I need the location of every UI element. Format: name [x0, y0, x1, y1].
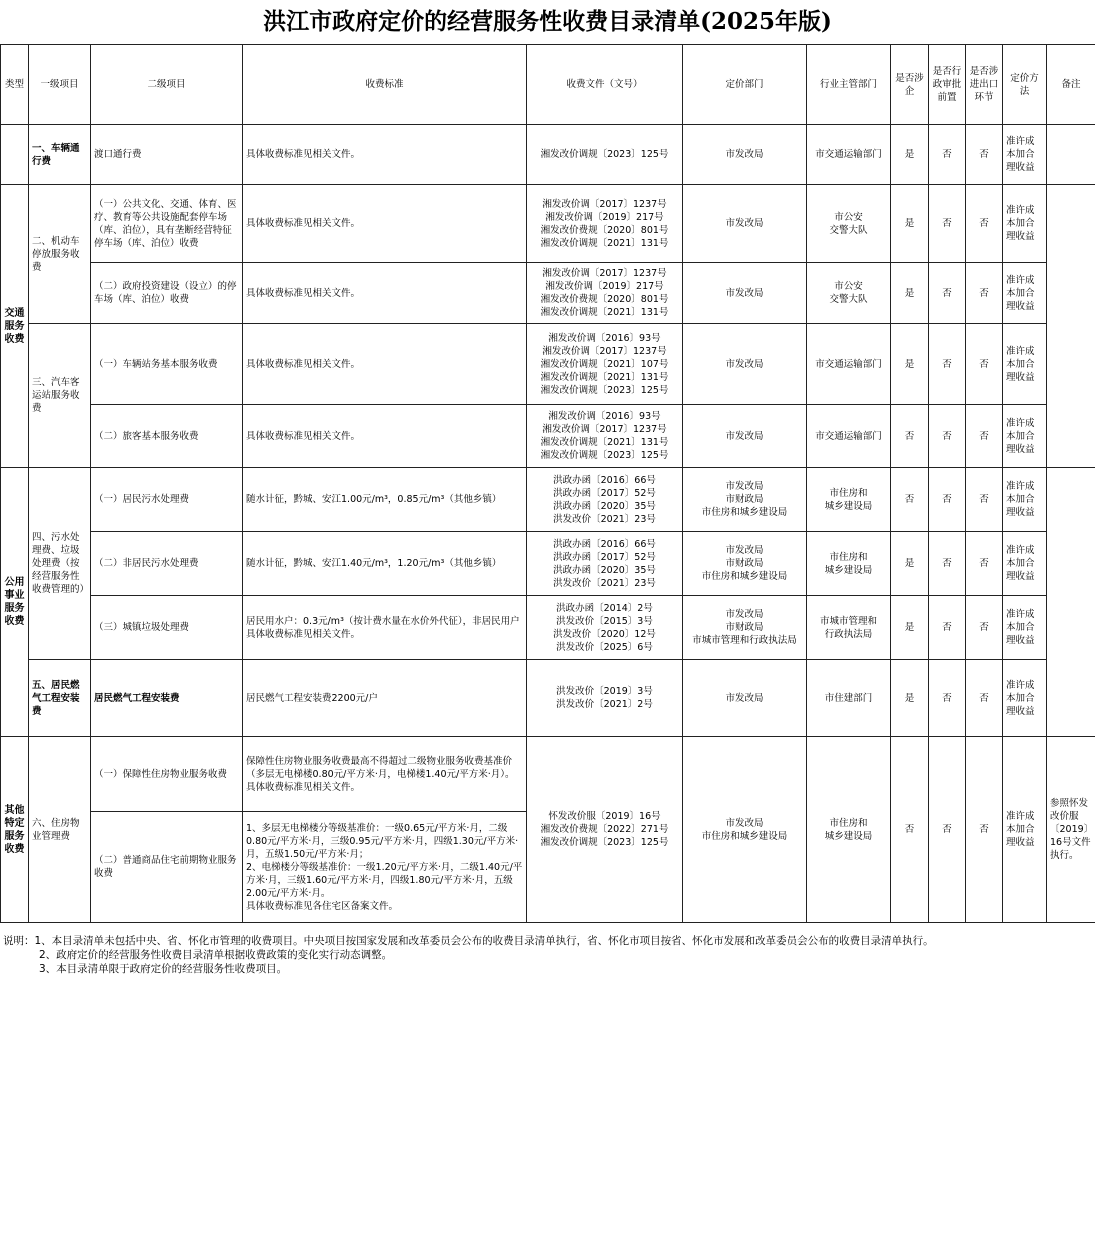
standard-cell: 随水计征，黔城、安江1.00元/m³，0.85元/m³（其他乡镇）: [243, 468, 527, 532]
header-standard: 收费标准: [243, 45, 527, 125]
approval-cell: 否: [929, 324, 966, 405]
remark-cell: [1047, 468, 1095, 737]
enterprise-cell: 是: [891, 125, 929, 185]
method-cell: 准许成本加合理收益: [1003, 263, 1047, 324]
method-cell: 准许成本加合理收益: [1003, 125, 1047, 185]
method-cell: 准许成本加合理收益: [1003, 532, 1047, 596]
enterprise-cell: 是: [891, 660, 929, 737]
level1-cell: 五、居民燃气工程安装费: [29, 660, 91, 737]
header-level1: 一级项目: [29, 45, 91, 125]
standard-cell: 1、多层无电梯楼分等级基准价：一级0.65元/平方米·月，二级0.80元/平方米·月，三级0.95元/平方米·月，四级1.30元/平方米·月，五级1.50元/平方米·月； 2、电梯楼分等级基准价：一级1.20元/平方米·月，二级1.40元/平方米·月，三级1.60元/平方米·月，四级1.80元/平方米·月，五级2.00元/平方米·月。 具体收费标准见各住宅区备案文件。: [243, 812, 527, 923]
level2-cell: 渡口通行费: [91, 125, 243, 185]
header-industry: 行业主管部门: [807, 45, 891, 125]
port-cell: 否: [966, 185, 1003, 263]
industry-cell: 市住房和 城乡建设局: [807, 737, 891, 923]
enterprise-cell: 否: [891, 468, 929, 532]
document-cell: 洪政办函〔2016〕66号 洪政办函〔2017〕52号 洪政办函〔2020〕35号 洪发改价〔2021〕23号: [527, 532, 683, 596]
dept-cell: 市发改局: [683, 660, 807, 737]
level2-cell: （二）旅客基本服务收费: [91, 405, 243, 468]
table-row: [1, 125, 1095, 185]
table-row: [1, 185, 1095, 263]
port-cell: 否: [966, 263, 1003, 324]
enterprise-cell: 是: [891, 263, 929, 324]
method-cell: 准许成本加合理收益: [1003, 660, 1047, 737]
standard-cell: 居民燃气工程安装费2200元/户: [243, 660, 527, 737]
dept-cell: 市发改局 市财政局 市住房和城乡建设局: [683, 532, 807, 596]
approval-cell: 否: [929, 660, 966, 737]
approval-cell: 否: [929, 468, 966, 532]
method-cell: 准许成本加合理收益: [1003, 596, 1047, 660]
document-cell: 怀发改价服〔2019〕16号 湘发改价费规〔2022〕271号 湘发改价调规〔2023〕125号: [527, 737, 683, 923]
port-cell: 否: [966, 405, 1003, 468]
level2-cell: （一）车辆站务基本服务收费: [91, 324, 243, 405]
port-cell: 否: [966, 660, 1003, 737]
note-3: 3、本目录清单限于政府定价的经营服务性收费项目。: [39, 963, 288, 975]
standard-cell: 具体收费标准见相关文件。: [243, 185, 527, 263]
port-cell: 否: [966, 468, 1003, 532]
enterprise-cell: 否: [891, 737, 929, 923]
document-cell: 湘发改价调规〔2023〕125号: [527, 125, 683, 185]
dept-cell: 市发改局: [683, 263, 807, 324]
standard-cell: 随水计征，黔城、安江1.40元/m³，1.20元/m³（其他乡镇）: [243, 532, 527, 596]
level1-cell: 六、住房物业管理费: [29, 737, 91, 923]
enterprise-cell: 是: [891, 532, 929, 596]
category-utility: 公用事业服务收费: [1, 468, 29, 737]
enterprise-cell: 是: [891, 185, 929, 263]
document-cell: 湘发改价调〔2017〕1237号 湘发改价调〔2019〕217号 湘发改价费规〔2020〕801号 湘发改价调规〔2021〕131号: [527, 185, 683, 263]
dept-cell: 市发改局: [683, 125, 807, 185]
document-cell: 湘发改价调〔2017〕1237号 湘发改价调〔2019〕217号 湘发改价费规〔2020〕801号 湘发改价调规〔2021〕131号: [527, 263, 683, 324]
industry-cell: 市交通运输部门: [807, 125, 891, 185]
enterprise-cell: 是: [891, 324, 929, 405]
level2-cell: （一）公共文化、交通、体育、医疗、教育等公共设施配套停车场（库、泊位），具有垄断经营特征停车场（库、泊位）收费: [91, 185, 243, 263]
document-cell: 湘发改价调〔2016〕93号 湘发改价调〔2017〕1237号 湘发改价调规〔2021〕131号 湘发改价调规〔2023〕125号: [527, 405, 683, 468]
level2-cell: （二）政府投资建设（设立）的停车场（库、泊位）收费: [91, 263, 243, 324]
header-approval: 是否行政审批前置: [929, 45, 966, 125]
industry-cell: 市住房和 城乡建设局: [807, 468, 891, 532]
industry-cell: 市城市管理和 行政执法局: [807, 596, 891, 660]
header-enterprise: 是否涉企: [891, 45, 929, 125]
remark-cell: 参照怀发改价服〔2019〕16号文件执行。: [1047, 737, 1095, 923]
port-cell: 否: [966, 324, 1003, 405]
table-row: [1, 405, 1095, 468]
method-cell: 准许成本加合理收益: [1003, 405, 1047, 468]
level1-cell: 一、车辆通行费: [29, 125, 91, 185]
category-transport: 交通服务收费: [1, 185, 29, 468]
table-row: [1, 660, 1095, 737]
header-remark: 备注: [1047, 45, 1095, 125]
document-cell: 洪政办函〔2016〕66号 洪政办函〔2017〕52号 洪政办函〔2020〕35号 洪发改价〔2021〕23号: [527, 468, 683, 532]
approval-cell: 否: [929, 263, 966, 324]
header-method: 定价方法: [1003, 45, 1047, 125]
approval-cell: 否: [929, 532, 966, 596]
standard-cell: 具体收费标准见相关文件。: [243, 324, 527, 405]
industry-cell: 市住建部门: [807, 660, 891, 737]
table-row: [1, 263, 1095, 324]
table-row: [1, 596, 1095, 660]
note-1: 说明：1、本目录清单未包括中央、省、怀化市管理的收费项目。中央项目按国家发展和改革委员会公布的收费目录清单执行，省、怀化市项目按省、怀化市发展和改革委员会公布的收费目录清单执行。: [3, 935, 934, 947]
notes-section: [3, 934, 1093, 976]
industry-cell: 市公安 交警大队: [807, 263, 891, 324]
level2-cell: （三）城镇垃圾处理费: [91, 596, 243, 660]
document-cell: 洪政办函〔2014〕2号 洪发改价〔2015〕3号 洪发改价〔2020〕12号 洪发改价〔2025〕6号: [527, 596, 683, 660]
level2-cell: （二）普通商品住宅前期物业服务收费: [91, 812, 243, 923]
table-header-row: [1, 45, 1095, 125]
level2-cell: （一）保障性住房物业服务收费: [91, 737, 243, 812]
method-cell: 准许成本加合理收益: [1003, 468, 1047, 532]
fee-catalog-table: [0, 44, 1095, 923]
remark-cell: [1047, 185, 1095, 468]
method-cell: 准许成本加合理收益: [1003, 185, 1047, 263]
approval-cell: 否: [929, 737, 966, 923]
dept-cell: 市发改局: [683, 185, 807, 263]
dept-cell: 市发改局 市财政局 市住房和城乡建设局: [683, 468, 807, 532]
document-cell: 湘发改价调〔2016〕93号 湘发改价调〔2017〕1237号 湘发改价调规〔2021〕107号 湘发改价调规〔2021〕131号 湘发改价调规〔2023〕125号: [527, 324, 683, 405]
enterprise-cell: 是: [891, 596, 929, 660]
header-port: 是否涉进出口环节: [966, 45, 1003, 125]
level2-cell: （二）非居民污水处理费: [91, 532, 243, 596]
table-row: [1, 324, 1095, 405]
method-cell: 准许成本加合理收益: [1003, 324, 1047, 405]
dept-cell: 市发改局 市财政局 市城市管理和行政执法局: [683, 596, 807, 660]
type-cell-empty: [1, 125, 29, 185]
standard-cell: 居民用水户：0.3元/m³（按计费水量在水价外代征），非居民用户具体收费标准见相关文件。: [243, 596, 527, 660]
level1-cell: 四、污水处理费、垃圾处理费（按经营服务性收费管理的）: [29, 468, 91, 660]
industry-cell: 市交通运输部门: [807, 324, 891, 405]
level1-cell: 二、机动车停放服务收费: [29, 185, 91, 324]
dept-cell: 市发改局: [683, 324, 807, 405]
table-row: [1, 532, 1095, 596]
port-cell: 否: [966, 125, 1003, 185]
standard-cell: 保障性住房物业服务收费最高不得超过二级物业服务收费基准价（多层无电梯楼0.80元/平方米·月，电梯楼1.40元/平方米·月）。具体收费标准见相关文件。: [243, 737, 527, 812]
approval-cell: 否: [929, 185, 966, 263]
document-cell: 洪发改价〔2019〕3号 洪发改价〔2021〕2号: [527, 660, 683, 737]
dept-cell: 市发改局 市住房和城乡建设局: [683, 737, 807, 923]
port-cell: 否: [966, 737, 1003, 923]
remark-cell: [1047, 125, 1095, 185]
category-special: 其他特定服务收费: [1, 737, 29, 923]
approval-cell: 否: [929, 125, 966, 185]
page-title: 洪江市政府定价的经营服务性收费目录清单(2025年版): [263, 8, 832, 35]
approval-cell: 否: [929, 405, 966, 468]
approval-cell: 否: [929, 596, 966, 660]
level2-cell: （一）居民污水处理费: [91, 468, 243, 532]
method-cell: 准许成本加合理收益: [1003, 737, 1047, 923]
dept-cell: 市发改局: [683, 405, 807, 468]
header-level2: 二级项目: [91, 45, 243, 125]
industry-cell: 市交通运输部门: [807, 405, 891, 468]
level2-cell: 居民燃气工程安装费: [91, 660, 243, 737]
level1-cell: 三、汽车客运站服务收费: [29, 324, 91, 468]
industry-cell: 市住房和 城乡建设局: [807, 532, 891, 596]
enterprise-cell: 否: [891, 405, 929, 468]
table-row: [1, 737, 1095, 812]
port-cell: 否: [966, 532, 1003, 596]
note-2: 2、政府定价的经营服务性收费目录清单根据收费政策的变化实行动态调整。: [39, 949, 393, 961]
header-type: 类型: [1, 45, 29, 125]
standard-cell: 具体收费标准见相关文件。: [243, 405, 527, 468]
table-row: [1, 468, 1095, 532]
header-dept: 定价部门: [683, 45, 807, 125]
port-cell: 否: [966, 596, 1003, 660]
standard-cell: 具体收费标准见相关文件。: [243, 263, 527, 324]
industry-cell: 市公安 交警大队: [807, 185, 891, 263]
standard-cell: 具体收费标准见相关文件。: [243, 125, 527, 185]
header-document: 收费文件（文号）: [527, 45, 683, 125]
